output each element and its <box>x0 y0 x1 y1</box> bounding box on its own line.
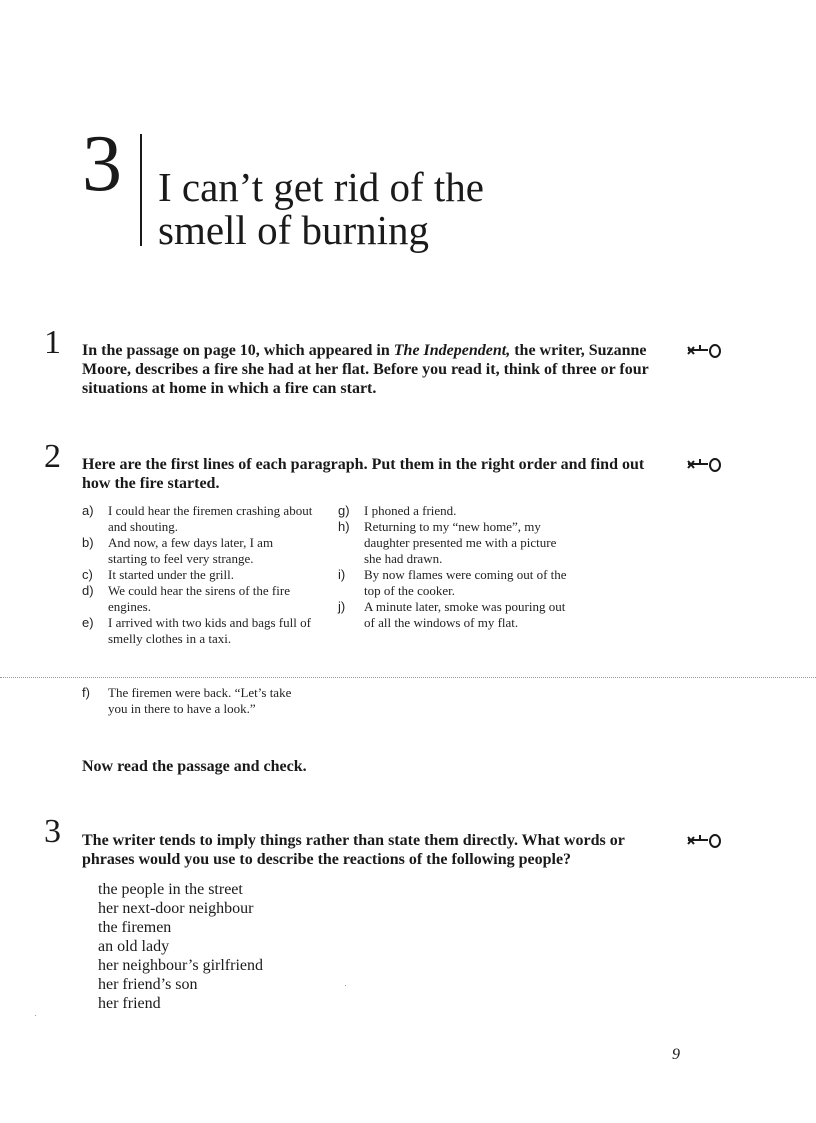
item-label: i) <box>338 567 346 582</box>
scan-speck <box>35 1015 36 1016</box>
item-text: We could hear the sirens of the fire engines. <box>108 583 290 614</box>
item-label: d) <box>82 583 94 598</box>
exercise-1-number: 1 <box>44 324 61 361</box>
exercise-2-follow-up: Now read the passage and check. <box>82 758 307 775</box>
item-text: By now flames were coming out of the top of the cooker. <box>364 567 567 598</box>
paragraph-line-item <box>338 503 570 519</box>
item-text: And now, a few days later, I am starting to feel very strange. <box>108 535 274 566</box>
exercise-2-number: 2 <box>44 438 61 475</box>
item-text: The firemen were back. “Let’s take you in there to have a look.” <box>108 685 292 716</box>
people-list <box>98 880 263 1013</box>
item-label: h) <box>338 519 350 534</box>
item-label: f) <box>82 685 90 700</box>
page-fold-line <box>0 677 816 678</box>
paragraph-line-item <box>82 583 314 615</box>
key-icon <box>686 342 722 358</box>
key-icon <box>686 832 722 848</box>
exercise-2-right-column <box>338 503 570 631</box>
scan-speck <box>345 985 346 986</box>
exercise-1-source: The Independent, <box>393 342 511 359</box>
item-text: I arrived with two kids and bags full of smelly clothes in a taxi. <box>108 615 311 646</box>
paragraph-line-item <box>338 599 570 631</box>
list-item: an old lady <box>98 938 170 955</box>
exercise-2-left-column-continued <box>82 685 314 717</box>
unit-title-line-2: smell of burning <box>158 207 430 253</box>
list-item: the people in the street <box>98 881 243 898</box>
exercise-3-number: 3 <box>44 813 61 850</box>
item-text: It started under the grill. <box>108 567 234 582</box>
item-text: A minute later, smoke was pouring out of all the windows of my flat. <box>364 599 566 630</box>
list-item: her friend’s son <box>98 976 198 993</box>
paragraph-line-item <box>82 685 314 717</box>
exercise-1-instruction-post: the writer, Suzanne Moore, describes a fire she had at her flat. Before you read it, think of three or four situations at home in which a fire can start. <box>82 342 649 397</box>
item-text: I phoned a friend. <box>364 503 457 518</box>
page-number: 9 <box>672 1046 680 1063</box>
list-item: her friend <box>98 995 161 1012</box>
item-text: I could hear the firemen crashing about and shouting. <box>108 503 313 534</box>
item-text: Returning to my “new home”, my daughter presented me with a picture she had drawn. <box>364 519 557 566</box>
list-item: her neighbour’s girlfriend <box>98 957 263 974</box>
exercise-1-instruction-pre: In the passage on page 10, which appeared in <box>82 342 394 359</box>
item-label: a) <box>82 503 94 518</box>
item-label: j) <box>338 599 346 614</box>
item-label: e) <box>82 615 94 630</box>
key-icon <box>686 456 722 472</box>
list-item: the firemen <box>98 919 172 936</box>
paragraph-line-item <box>82 615 314 647</box>
unit-title <box>158 166 484 252</box>
unit-title-line-1: I can’t get rid of the <box>158 164 484 210</box>
exercise-1-instruction <box>82 341 662 398</box>
item-label: c) <box>82 567 93 582</box>
paragraph-line-item <box>82 535 314 567</box>
list-item: her next-door neighbour <box>98 900 254 917</box>
paragraph-line-item <box>338 519 570 567</box>
exercise-3-instruction: The writer tends to imply things rather than state them directly. What words or phrases would you use to describe the reactions of the following people? <box>82 832 625 868</box>
paragraph-line-item <box>82 503 314 535</box>
paragraph-line-item <box>338 567 570 599</box>
item-label: g) <box>338 503 350 518</box>
unit-number: 3 <box>82 120 122 208</box>
exercise-2-instruction: Here are the first lines of each paragraph. Put them in the right order and find out how the fire started. <box>82 456 645 492</box>
unit-title-divider <box>140 134 142 246</box>
item-label: b) <box>82 535 94 550</box>
paragraph-line-item <box>82 567 314 583</box>
exercise-2-left-column <box>82 503 314 647</box>
